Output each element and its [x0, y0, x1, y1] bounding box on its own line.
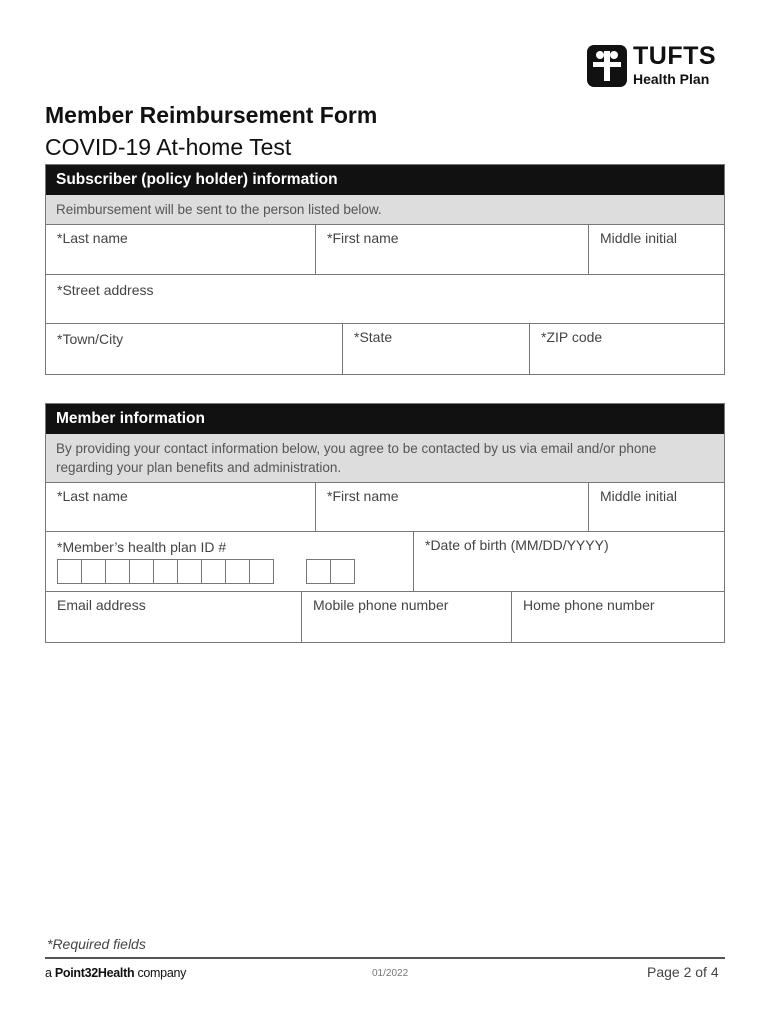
footer-divider [45, 957, 725, 959]
subscriber-first-name-label: *First name [327, 230, 399, 246]
plan-id-digit-box[interactable] [57, 559, 82, 584]
member-first-name-field[interactable] [316, 483, 589, 531]
subscriber-state-label: *State [354, 329, 393, 345]
company-suffix: company [134, 966, 187, 980]
plan-id-digit-box[interactable] [201, 559, 226, 584]
member-email-label: Email address [57, 597, 146, 613]
member-mobile-label: Mobile phone number [313, 597, 449, 613]
plan-id-suffix-boxes [306, 559, 354, 584]
member-name-row [46, 483, 724, 532]
subscriber-section [45, 164, 725, 375]
plan-id-digit-box[interactable] [249, 559, 274, 584]
plan-id-digit-box[interactable] [105, 559, 130, 584]
plan-id-suffix-box[interactable] [306, 559, 331, 584]
logo-subtitle: Health Plan [633, 71, 710, 87]
member-home-phone-label: Home phone number [523, 597, 655, 613]
plan-id-digit-box[interactable] [129, 559, 154, 584]
plan-id-digit-box[interactable] [177, 559, 202, 584]
member-id-row [46, 532, 724, 592]
member-mobile-field[interactable] [302, 592, 512, 642]
form-subtitle: COVID-19 At-home Test [45, 134, 292, 160]
plan-id-digit-box[interactable] [225, 559, 250, 584]
member-contact-row [46, 592, 724, 642]
member-last-name-label: *Last name [57, 488, 128, 504]
subscriber-heading: Subscriber (policy holder) information [46, 165, 724, 195]
subscriber-first-name-field[interactable] [316, 225, 589, 274]
subscriber-note: Reimbursement will be sent to the person listed below. [46, 195, 724, 225]
subscriber-middle-initial-field[interactable] [589, 225, 724, 274]
person-icon [587, 45, 627, 87]
member-heading: Member information [46, 404, 724, 434]
logo-brand: TUFTS [633, 42, 717, 70]
subscriber-street-label: *Street address [57, 282, 154, 298]
page-number: Page 2 of 4 [647, 964, 719, 980]
subscriber-zip-field[interactable] [530, 324, 724, 374]
required-fields-note: *Required fields [47, 936, 146, 952]
plan-id-digit-box[interactable] [81, 559, 106, 584]
member-plan-id-label: *Member’s health plan ID # [57, 539, 227, 555]
subscriber-town-field[interactable] [46, 324, 343, 374]
member-dob-label: *Date of birth (MM/DD/YYYY) [425, 537, 609, 553]
subscriber-street-field[interactable] [46, 275, 724, 323]
subscriber-middle-initial-label: Middle initial [600, 230, 678, 246]
form-date: 01/2022 [372, 968, 409, 979]
company-brand: Point32Health [54, 966, 135, 980]
member-note: By providing your contact information below, you agree to be contacted by us via email and/or phone regarding your plan benefits and administration. [46, 434, 724, 483]
member-middle-initial-label: Middle initial [600, 488, 678, 504]
subscriber-last-name-label: *Last name [57, 230, 128, 246]
subscriber-town-label: *Town/City [57, 331, 124, 347]
subscriber-state-field[interactable] [343, 324, 530, 374]
subscriber-name-row [46, 225, 724, 275]
plan-id-suffix-box[interactable] [330, 559, 355, 584]
company-tagline [45, 966, 186, 980]
member-dob-field[interactable] [414, 532, 724, 591]
member-email-field[interactable] [46, 592, 302, 642]
subscriber-street-row [46, 275, 724, 324]
member-middle-initial-field[interactable] [589, 483, 724, 531]
plan-id-boxes [57, 559, 273, 584]
tufts-health-plan-logo [587, 42, 727, 89]
member-home-phone-field[interactable] [512, 592, 724, 642]
member-section [45, 403, 725, 643]
member-last-name-field[interactable] [46, 483, 316, 531]
subscriber-zip-label: *ZIP code [541, 329, 603, 345]
subscriber-city-row [46, 324, 724, 374]
company-prefix: a [45, 966, 55, 980]
subscriber-last-name-field[interactable] [46, 225, 316, 274]
form-title: Member Reimbursement Form [45, 102, 378, 128]
plan-id-digit-box[interactable] [153, 559, 178, 584]
member-plan-id-field [46, 532, 414, 591]
member-first-name-label: *First name [327, 488, 399, 504]
